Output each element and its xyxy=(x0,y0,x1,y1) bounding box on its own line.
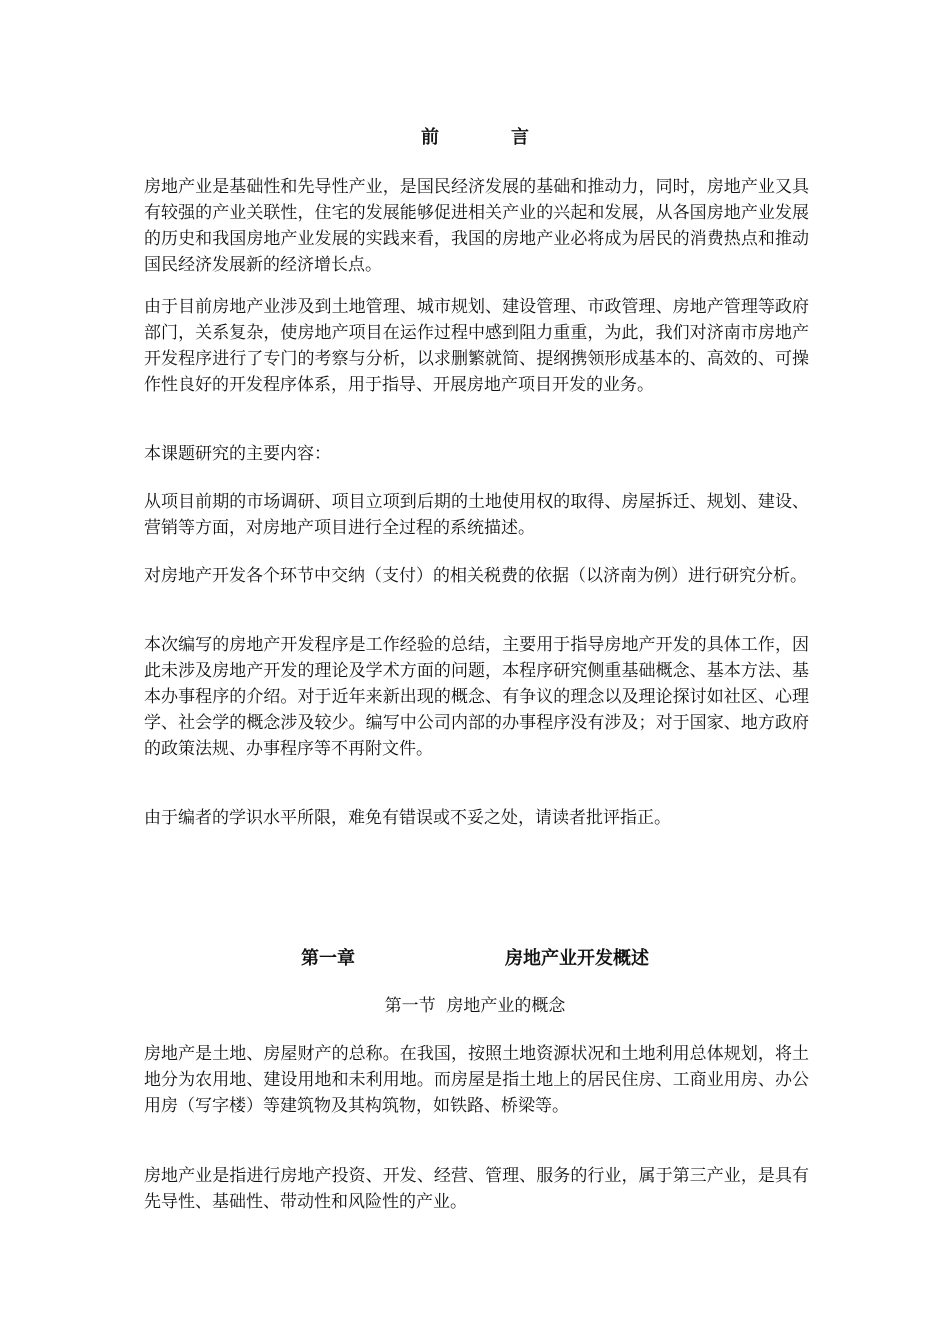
preface-paragraph-3: 本课题研究的主要内容： xyxy=(144,444,331,464)
preface-paragraph-5: 对房地产开发各个环节中交纳（支付）的相关税费的依据（以济南为例）进行研究分析。 xyxy=(144,566,807,586)
section-title: 第一节 房地产业的概念 xyxy=(384,996,566,1016)
preface-paragraph-7: 由于编者的学识水平所限，难免有错误或不妥之处，请读者批评指正。 xyxy=(144,808,671,828)
chapter-paragraph-1: 房地产是土地、房屋财产的总称。在我国，按照土地资源状况和土地利用总体规划，将土地分为农用地、建设用地和未利用地。而房屋是指土地上的居民住房、工商业用房、办公用房（写字楼）等建筑物及其构筑物，如铁路、桥梁等。 xyxy=(144,1044,809,1116)
preface-title-right: 言 xyxy=(511,127,529,148)
chapter-paragraph-2: 房地产业是指进行房地产投资、开发、经营、管理、服务的行业，属于第三产业，是具有先导性、基础性、带动性和风险性的产业。 xyxy=(144,1166,809,1212)
chapter-title xyxy=(0,947,950,971)
chapter-name: 房地产业开发概述 xyxy=(505,948,649,969)
preface-paragraph-6: 本次编写的房地产开发程序是工作经验的总结，主要用于指导房地产开发的具体工作，因此未涉及房地产开发的理论及学术方面的问题，本程序研究侧重基础概念、基本方法、基本办事程序的介绍。对于近年来新出现的概念、有争议的理念以及理论探讨如社区、心理学、社会学的概念涉及较少。编写中公司内部的办事程序没有涉及；对于国家、地方政府的政策法规、办事程序等不再附文件。 xyxy=(144,635,809,759)
preface-paragraph-1: 房地产业是基础性和先导性产业，是国民经济发展的基础和推动力，同时，房地产业又具有较强的产业关联性，住宅的发展能够促进相关产业的兴起和发展，从各国房地产业发展的历史和我国房地产业发展的实践来看，我国的房地产业必将成为居民的消费热点和推动国民经济发展新的经济增长点。 xyxy=(144,177,809,275)
preface-paragraph-4: 从项目前期的市场调研、项目立项到后期的土地使用权的取得、房屋拆迁、规划、建设、营销等方面，对房地产项目进行全过程的系统描述。 xyxy=(144,492,809,538)
chapter-number: 第一章 xyxy=(301,948,355,969)
preface-title-left: 前 xyxy=(421,127,439,148)
preface-paragraph-2: 由于目前房地产业涉及到土地管理、城市规划、建设管理、市政管理、房地产管理等政府部门，关系复杂，使房地产项目在运作过程中感到阻力重重，为此，我们对济南市房地产开发程序进行了专门的考察与分析，以求删繁就简、提纲携领形成基本的、高效的、可操作性良好的开发程序体系，用于指导、开展房地产项目开发的业务。 xyxy=(144,297,809,395)
preface-title xyxy=(0,126,950,150)
